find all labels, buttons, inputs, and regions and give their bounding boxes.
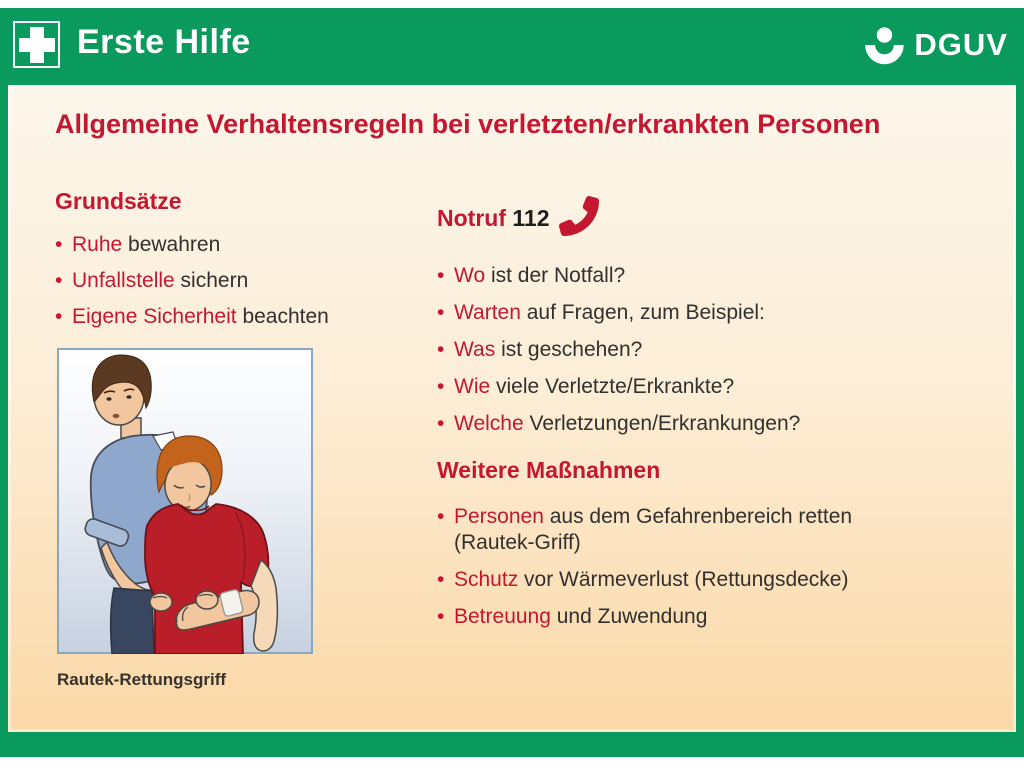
notruf-heading: Notruf 112 (437, 205, 550, 231)
list-item: • Betreuung und Zuwendung (437, 604, 927, 630)
rautek-grip-illustration (57, 348, 313, 654)
figure-caption: Rautek-Rettungsgriff (57, 670, 227, 689)
rautek-figure (57, 348, 313, 690)
principles-list (55, 232, 400, 330)
emergency-column (437, 188, 927, 641)
emergency-questions-list (437, 263, 927, 437)
page-title: Allgemeine Verhaltensregeln bei verletzten/erkrankten Personen (55, 109, 881, 139)
dguv-logo-text: DGUV (914, 27, 1008, 62)
page-header-title: Erste Hilfe (77, 23, 251, 61)
measures-heading: Weitere Maßnahmen (437, 457, 661, 483)
first-aid-cross-icon (13, 21, 60, 68)
list-item-second-line: (Rautek-Griff) (454, 531, 581, 554)
dguv-logo (863, 24, 1008, 66)
principles-heading: Grundsätze (55, 188, 182, 214)
list-item: • Wie viele Verletzte/Erkrankte? (437, 374, 927, 400)
emergency-call-heading (437, 188, 927, 232)
list-item: • Was ist geschehen? (437, 337, 927, 363)
cross-icon (18, 26, 56, 64)
list-item: • Schutz vor Wärmeverlust (Rettungsdecke) (437, 567, 927, 593)
dguv-logo-icon (863, 24, 907, 66)
measures-list (437, 504, 927, 630)
content-area (8, 85, 1016, 732)
list-item: • Wo ist der Notfall? (437, 263, 927, 289)
phone-receiver-icon (559, 194, 599, 238)
list-item: • Welche Verletzungen/Erkrankungen? (437, 411, 927, 437)
list-item: • Warten auf Fragen, zum Beispiel: (437, 300, 927, 326)
list-item: • Eigene Sicherheit beachten (55, 304, 400, 330)
list-item: • Ruhe bewahren (55, 232, 400, 258)
list-item: • Unfallstelle sichern (55, 268, 400, 294)
list-item: • Personen aus dem Gefahrenbereich retten (Rautek-Griff) (437, 504, 927, 556)
green-frame (0, 8, 1024, 757)
principles-column (55, 188, 400, 340)
